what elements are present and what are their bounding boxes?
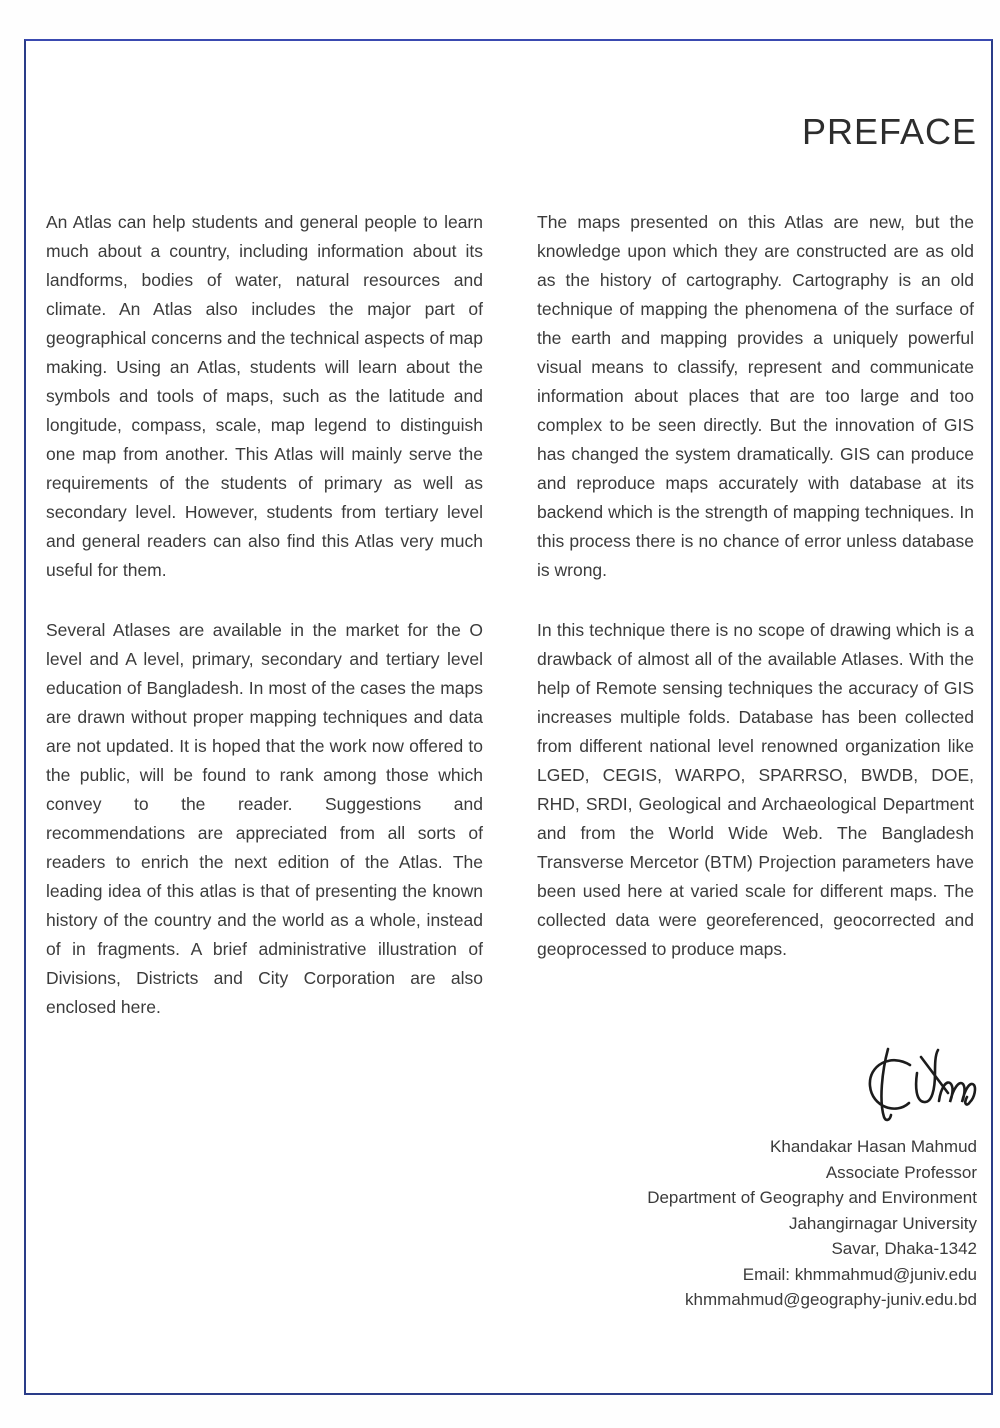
page-border-frame xyxy=(24,39,993,1395)
author-details xyxy=(595,1134,985,1313)
author-address: Savar, Dhaka-1342 xyxy=(831,1239,977,1258)
author-email-primary: Email: khmmahmud@juniv.edu xyxy=(742,1264,977,1284)
author-name: Khandakar Hasan Mahmud xyxy=(770,1137,977,1156)
signoff-block xyxy=(595,1041,985,1313)
left-column xyxy=(46,208,483,1053)
body-columns xyxy=(46,208,974,1053)
author-department: Department of Geography and Environment xyxy=(647,1188,977,1207)
page-title: PREFACE xyxy=(801,111,977,152)
right-column xyxy=(537,208,974,1053)
signature-icon xyxy=(855,1041,981,1123)
author-title: Associate Professor xyxy=(825,1162,977,1182)
author-email-secondary: khmmahmud@geography-juniv.edu.bd xyxy=(685,1290,977,1309)
paragraph-cartography-gis: The maps presented on this Atlas are new, but the knowledge upon which they are constructed are as old as the history of cartography. Cartography is an old technique of mapping the phenomena of the surface of the earth and mapping provides a uniquely powerful visual means to classify, represent and communicate information about places that are too large and too complex to be seen directly. But the innovation of GIS has changed the system dramatically. GIS can produce and reproduce maps accurately with database at its backend which is the strength of mapping techniques. In this process there is no chance of error unless database is wrong. xyxy=(537,212,974,580)
paragraph-available-atlases: Several Atlases are available in the market for the O level and A level, primary, secondary and tertiary level education of Bangladesh. In most of the cases the maps are drawn without proper mapping techniques and data are not updated. It is hoped that the work now offered to the public, will be found to rank among those which convey to the reader. Suggestions and recommendations are appreciated from all sorts of readers to enrich the next edition of the Atlas. The leading idea of this atlas is that of presenting the known history of the country and the world as a whole, instead of in fragments. A brief administrative illustration of Divisions, Districts and City Corporation are also enclosed here. xyxy=(46,620,483,1017)
paragraph-data-sources: In this technique there is no scope of drawing which is a drawback of almost all of the available Atlases. With the help of Remote sensing techniques the accuracy of GIS increases multiple folds. Database has been collected from different national level renowned organization like LGED, CEGIS, WARPO, SPARRSO, BWDB, DOE, RHD, SRDI, Geological and Archaeological Department and from the World Wide Web. The Bangladesh Transverse Mercetor (BTM) Projection parameters have been used here at varied scale for different maps. The collected data were georeferenced, geocorrected and geoprocessed to produce maps. xyxy=(537,620,974,959)
author-university: Jahangirnagar University xyxy=(788,1213,977,1233)
paragraph-atlas-intro: An Atlas can help students and general people to learn much about a country, including information about its landforms, bodies of water, natural resources and climate. An Atlas also includes the major part of geographical concerns and the technical aspects of map making. Using an Atlas, students will learn about the symbols and tools of maps, such as the latitude and longitude, compass, scale, map legend to distinguish one map from another. This Atlas will mainly serve the requirements of the students of primary as well as secondary level. However, students from tertiary level and general readers can also find this Atlas very much useful for them. xyxy=(46,212,483,580)
